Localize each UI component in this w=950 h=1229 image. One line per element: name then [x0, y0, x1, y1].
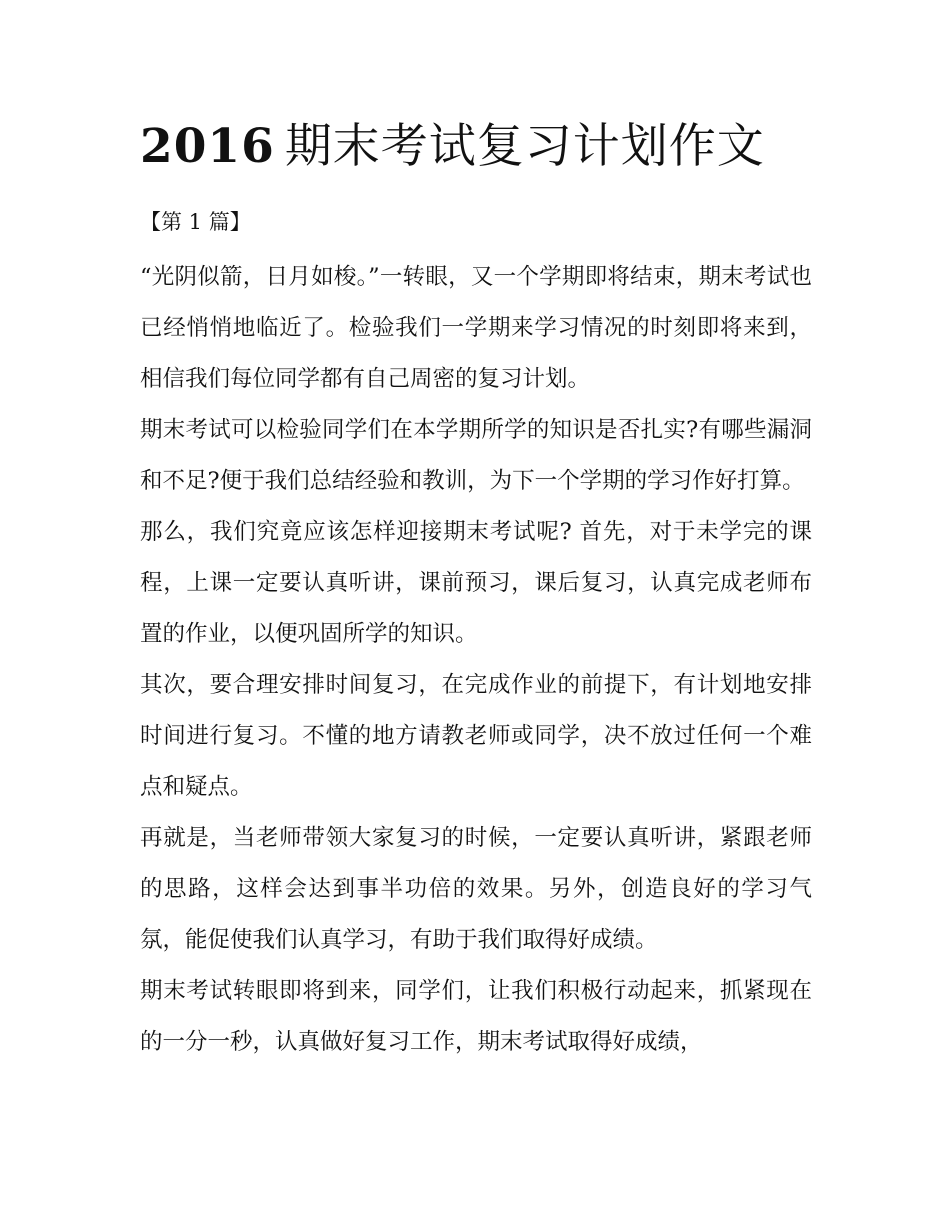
paragraph-1: “光阴似箭，日月如梭。”一转眼，又一个学期即将结束，期末考试也已经悄悄地临近了。检验我们一学期来学习情况的时刻即将来到，相信我们每位同学都有自己周密的复习计划。 [140, 264, 812, 392]
paragraph-6: 期末考试转眼即将到来，同学们，让我们积极行动起来，抓紧现在的一分一秒，认真做好复习工作，期末考试取得好成绩， [140, 978, 812, 1055]
paragraph-2: 期末考试可以检验同学们在本学期所学的知识是否扎实?有哪些漏洞和不足?便于我们总结经验和教训，为下一个学期的学习作好打算。 [140, 417, 812, 494]
title-year: 2016 [140, 119, 275, 174]
section-label: 【第 1 篇】 [140, 210, 251, 234]
title-text: 期末考试复习计划作文 [284, 119, 765, 174]
paragraph-4: 其次，要合理安排时间复习，在完成作业的前提下，有计划地安排时间进行复习。不懂的地方请教老师或同学，决不放过任何一个难点和疑点。 [140, 672, 812, 800]
document-body [140, 252, 812, 1068]
paragraph-5: 再就是，当老师带领大家复习的时候，一定要认真听讲，紧跟老师的思路，这样会达到事半功倍的效果。另外，创造良好的学习气氛，能促使我们认真学习，有助于我们取得好成绩。 [140, 825, 812, 953]
paragraph-3: 那么，我们究竟应该怎样迎接期末考试呢? 首先，对于未学完的课程，上课一定要认真听讲，课前预习，课后复习，认真完成老师布置的作业，以便巩固所学的知识。 [140, 519, 812, 647]
document-title [140, 112, 840, 182]
